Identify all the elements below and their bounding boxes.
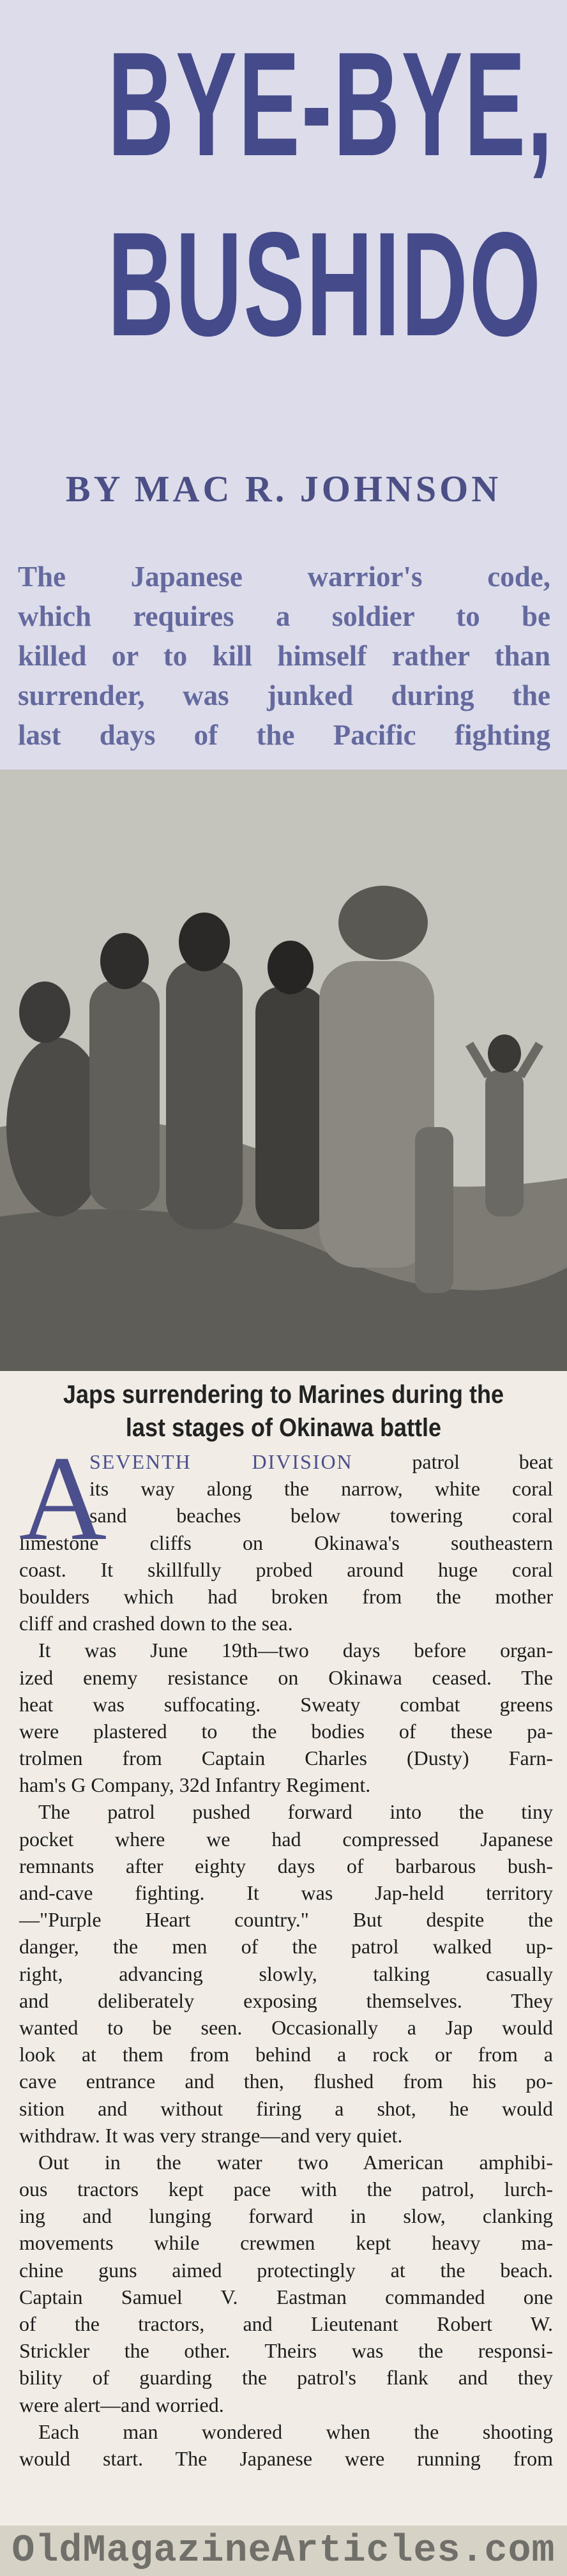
watermark-text: OldMagazineArticles.com <box>11 2529 556 2573</box>
article-line: ing and lunging forward in slow, clanking <box>19 2204 553 2228</box>
article-line: its way along the narrow, white coral <box>89 1477 553 1501</box>
photo-illustration <box>0 769 567 1371</box>
article-line: were plastered to the bodies of these pa- <box>19 1719 553 1743</box>
headline-line-1: BYE-BYE, <box>107 22 554 187</box>
article-line: sand beaches below towering coral <box>89 1504 553 1527</box>
caption-line: last stages of Okinawa battle <box>125 1414 442 1442</box>
dek-line: The Japanese warrior's code, <box>18 561 550 593</box>
article-line: Out in the water two American amphibi- <box>38 2150 553 2174</box>
article-line: wanted to be seen. Occasionally a Jap would <box>19 2015 553 2039</box>
article-line: bility of guarding the patrol's flank and they <box>19 2366 553 2390</box>
article-line: remnants after eighty days of barbarous bush- <box>19 1854 553 1877</box>
article-line: chine guns aimed protectingly at the beach. <box>19 2258 553 2282</box>
article-line: Each man wondered when the shooting <box>38 2420 553 2443</box>
article-line: The patrol pushed forward into the tiny <box>38 1800 553 1824</box>
article-line: trolmen from Captain Charles (Dusty) Farn- <box>19 1746 553 1770</box>
article-line: right, advancing slowly, talking casually <box>19 1962 553 1985</box>
article-line: sition and without firing a shot, he would <box>19 2096 553 2120</box>
article-line: It was June 19th—two days before organ- <box>38 1639 553 1662</box>
article-line: coast. It skillfully probed around huge coral <box>19 1557 553 1581</box>
surrender-photo <box>0 769 567 1371</box>
article-line: limestone cliffs on Okinawa's southeastern <box>19 1531 553 1554</box>
dek-line: which requires a soldier to be <box>18 600 550 632</box>
article-line: would start. The Japanese were running from <box>19 2446 553 2470</box>
article-line: Captain Samuel V. Eastman commanded one <box>19 2285 553 2308</box>
lead-in: SEVENTH DIVISION <box>89 1450 353 1473</box>
caption-line: Japs surrendering to Marines during the <box>63 1381 504 1409</box>
dek-line: surrender, was junked during the <box>18 679 550 711</box>
article-line: and-cave fighting. It was Jap-held territory <box>19 1881 553 1904</box>
dek-line: killed or to kill himself rather than <box>18 640 550 672</box>
article-line: —"Purple Heart country." But despite the <box>19 1908 553 1932</box>
drop-cap: A <box>19 1432 107 1566</box>
article-line: boulders which had broken from the mother <box>19 1584 553 1608</box>
dek-subheading <box>18 557 550 755</box>
dek-line: last days of the Pacific fighting <box>18 719 550 751</box>
article-line: pocket where we had compressed Japanese <box>19 1827 553 1851</box>
article-line: cave entrance and then, flushed from his po- <box>19 2070 553 2093</box>
article-body <box>19 1432 554 2472</box>
headline-line-2: BUSHIDO <box>107 202 543 367</box>
article-line: movements while crewmen kept heavy ma- <box>19 2231 553 2255</box>
article-line: were alert—and worried. <box>19 2393 224 2416</box>
article-line: danger, the men of the patrol walked up- <box>19 1935 553 1959</box>
article-line: ham's G Company, 32d Infantry Regiment. <box>19 1773 371 1797</box>
footer-watermark-bar <box>0 2526 567 2576</box>
article-line: withdraw. It was very strange—and very quiet. <box>19 2123 403 2147</box>
article-line: heat was suffocating. Sweaty combat greens <box>19 1692 553 1716</box>
lead-in-rest: patrol beat <box>352 1450 554 1473</box>
byline: BY MAC R. JOHNSON <box>65 468 502 510</box>
article-line: ous tractors kept pace with the patrol, lurch- <box>19 2178 553 2201</box>
article-header <box>0 0 567 769</box>
article-line: look at them from behind a rock or from a <box>19 2043 553 2066</box>
article-line: and deliberately exposing themselves. They <box>19 1989 553 2012</box>
article-line: ized enemy resistance on Okinawa ceased. The <box>19 1665 553 1689</box>
article-line: of the tractors, and Lieutenant Robert W. <box>19 2312 553 2335</box>
article-line: Strickler the other. Theirs was the responsi- <box>19 2339 553 2363</box>
article-line: cliff and crashed down to the sea. <box>19 1612 293 1635</box>
